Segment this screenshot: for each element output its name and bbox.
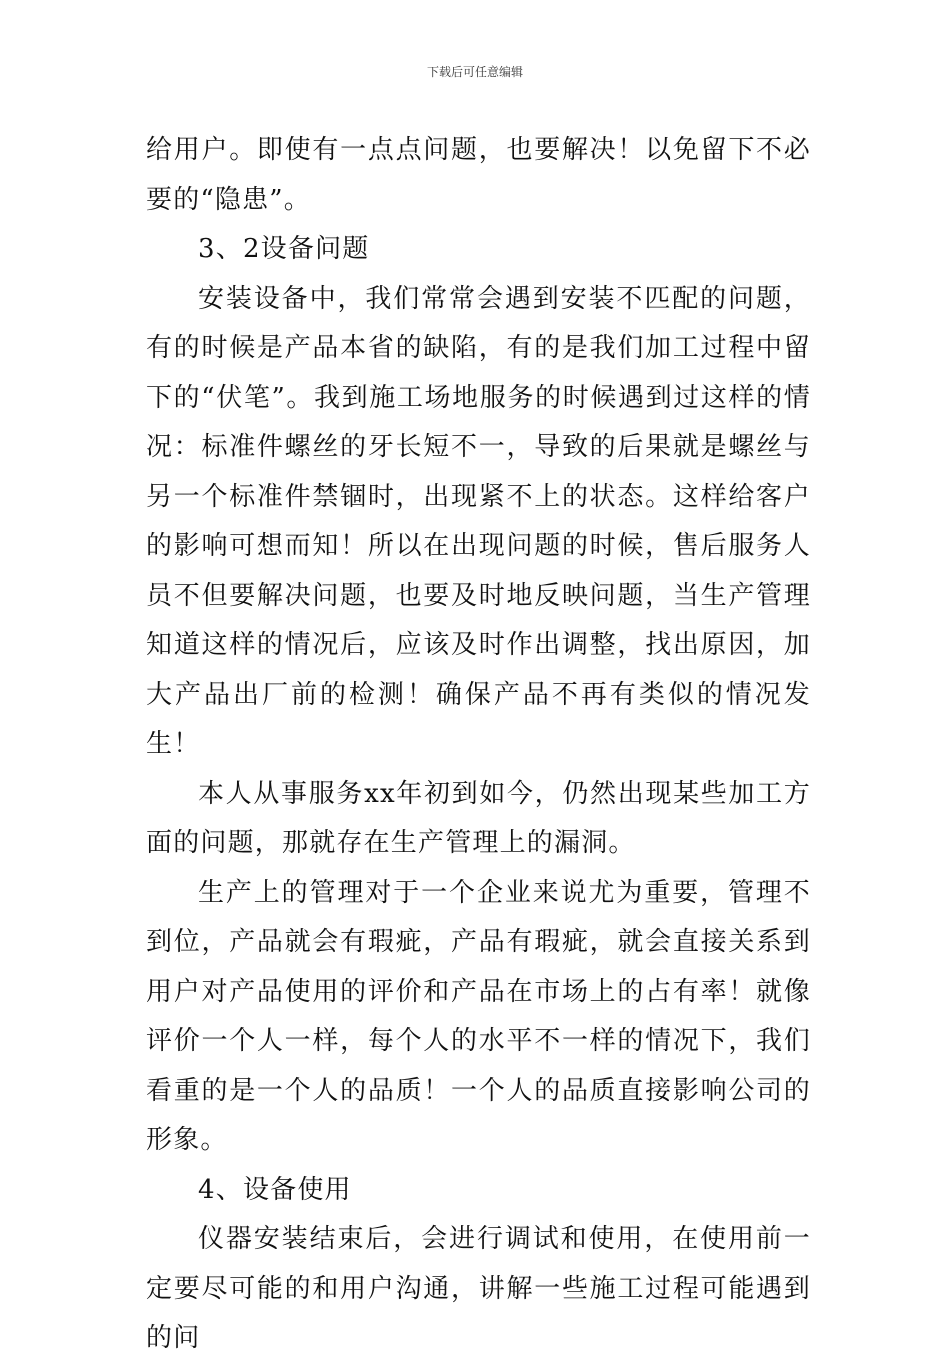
paragraph: 仪器安装结束后，会进行调试和使用，在使用前一定要尽可能的和用户沟通，讲解一些施工过程可能遇到的问 xyxy=(146,1224,811,1353)
paragraph: 安装设备中，我们常常会遇到安装不匹配的问题，有的时候是产品本省的缺陷，有的是我们加工过程中留下的“伏笔”。我到施工场地服务的时候遇到过这样的情况：标准件螺丝的牙长短不一，导致的后果就是螺丝与另一个标准件禁锢时，出现紧不上的状态。这样给客户的影响可想而知！所以在出现问题的时候，售后服务人员不但要解决问题，也要及时地反映问题，当生产管理知道这样的情况后，应该及时作出调整，找出原因，加大产品出厂前的检测！确保产品不再有类似的情况发生！ xyxy=(146,283,811,759)
section-heading: 4、设备使用 xyxy=(198,1174,352,1205)
paragraph: 给用户。即使有一点点问题，也要解决！以免留下不必要的“隐患”。 xyxy=(146,135,811,215)
paragraph: 生产上的管理对于一个企业来说尤为重要，管理不到位，产品就会有瑕疵，产品有瑕疵，就会直接关系到用户对产品使用的评价和产品在市场上的占有率！就像评价一个人一样，每个人的水平不一样的情况下，我们看重的是一个人的品质！一个人的品质直接影响公司的形象。 xyxy=(146,877,811,1155)
page-header: 下载后可任意编辑 xyxy=(426,65,523,79)
document-body xyxy=(146,126,811,1364)
section-heading: 3、2设备问题 xyxy=(198,234,370,264)
paragraph: 本人从事服务xx年初到如今，仍然出现某些加工方面的问题，那就存在生产管理上的漏洞。 xyxy=(146,778,811,858)
